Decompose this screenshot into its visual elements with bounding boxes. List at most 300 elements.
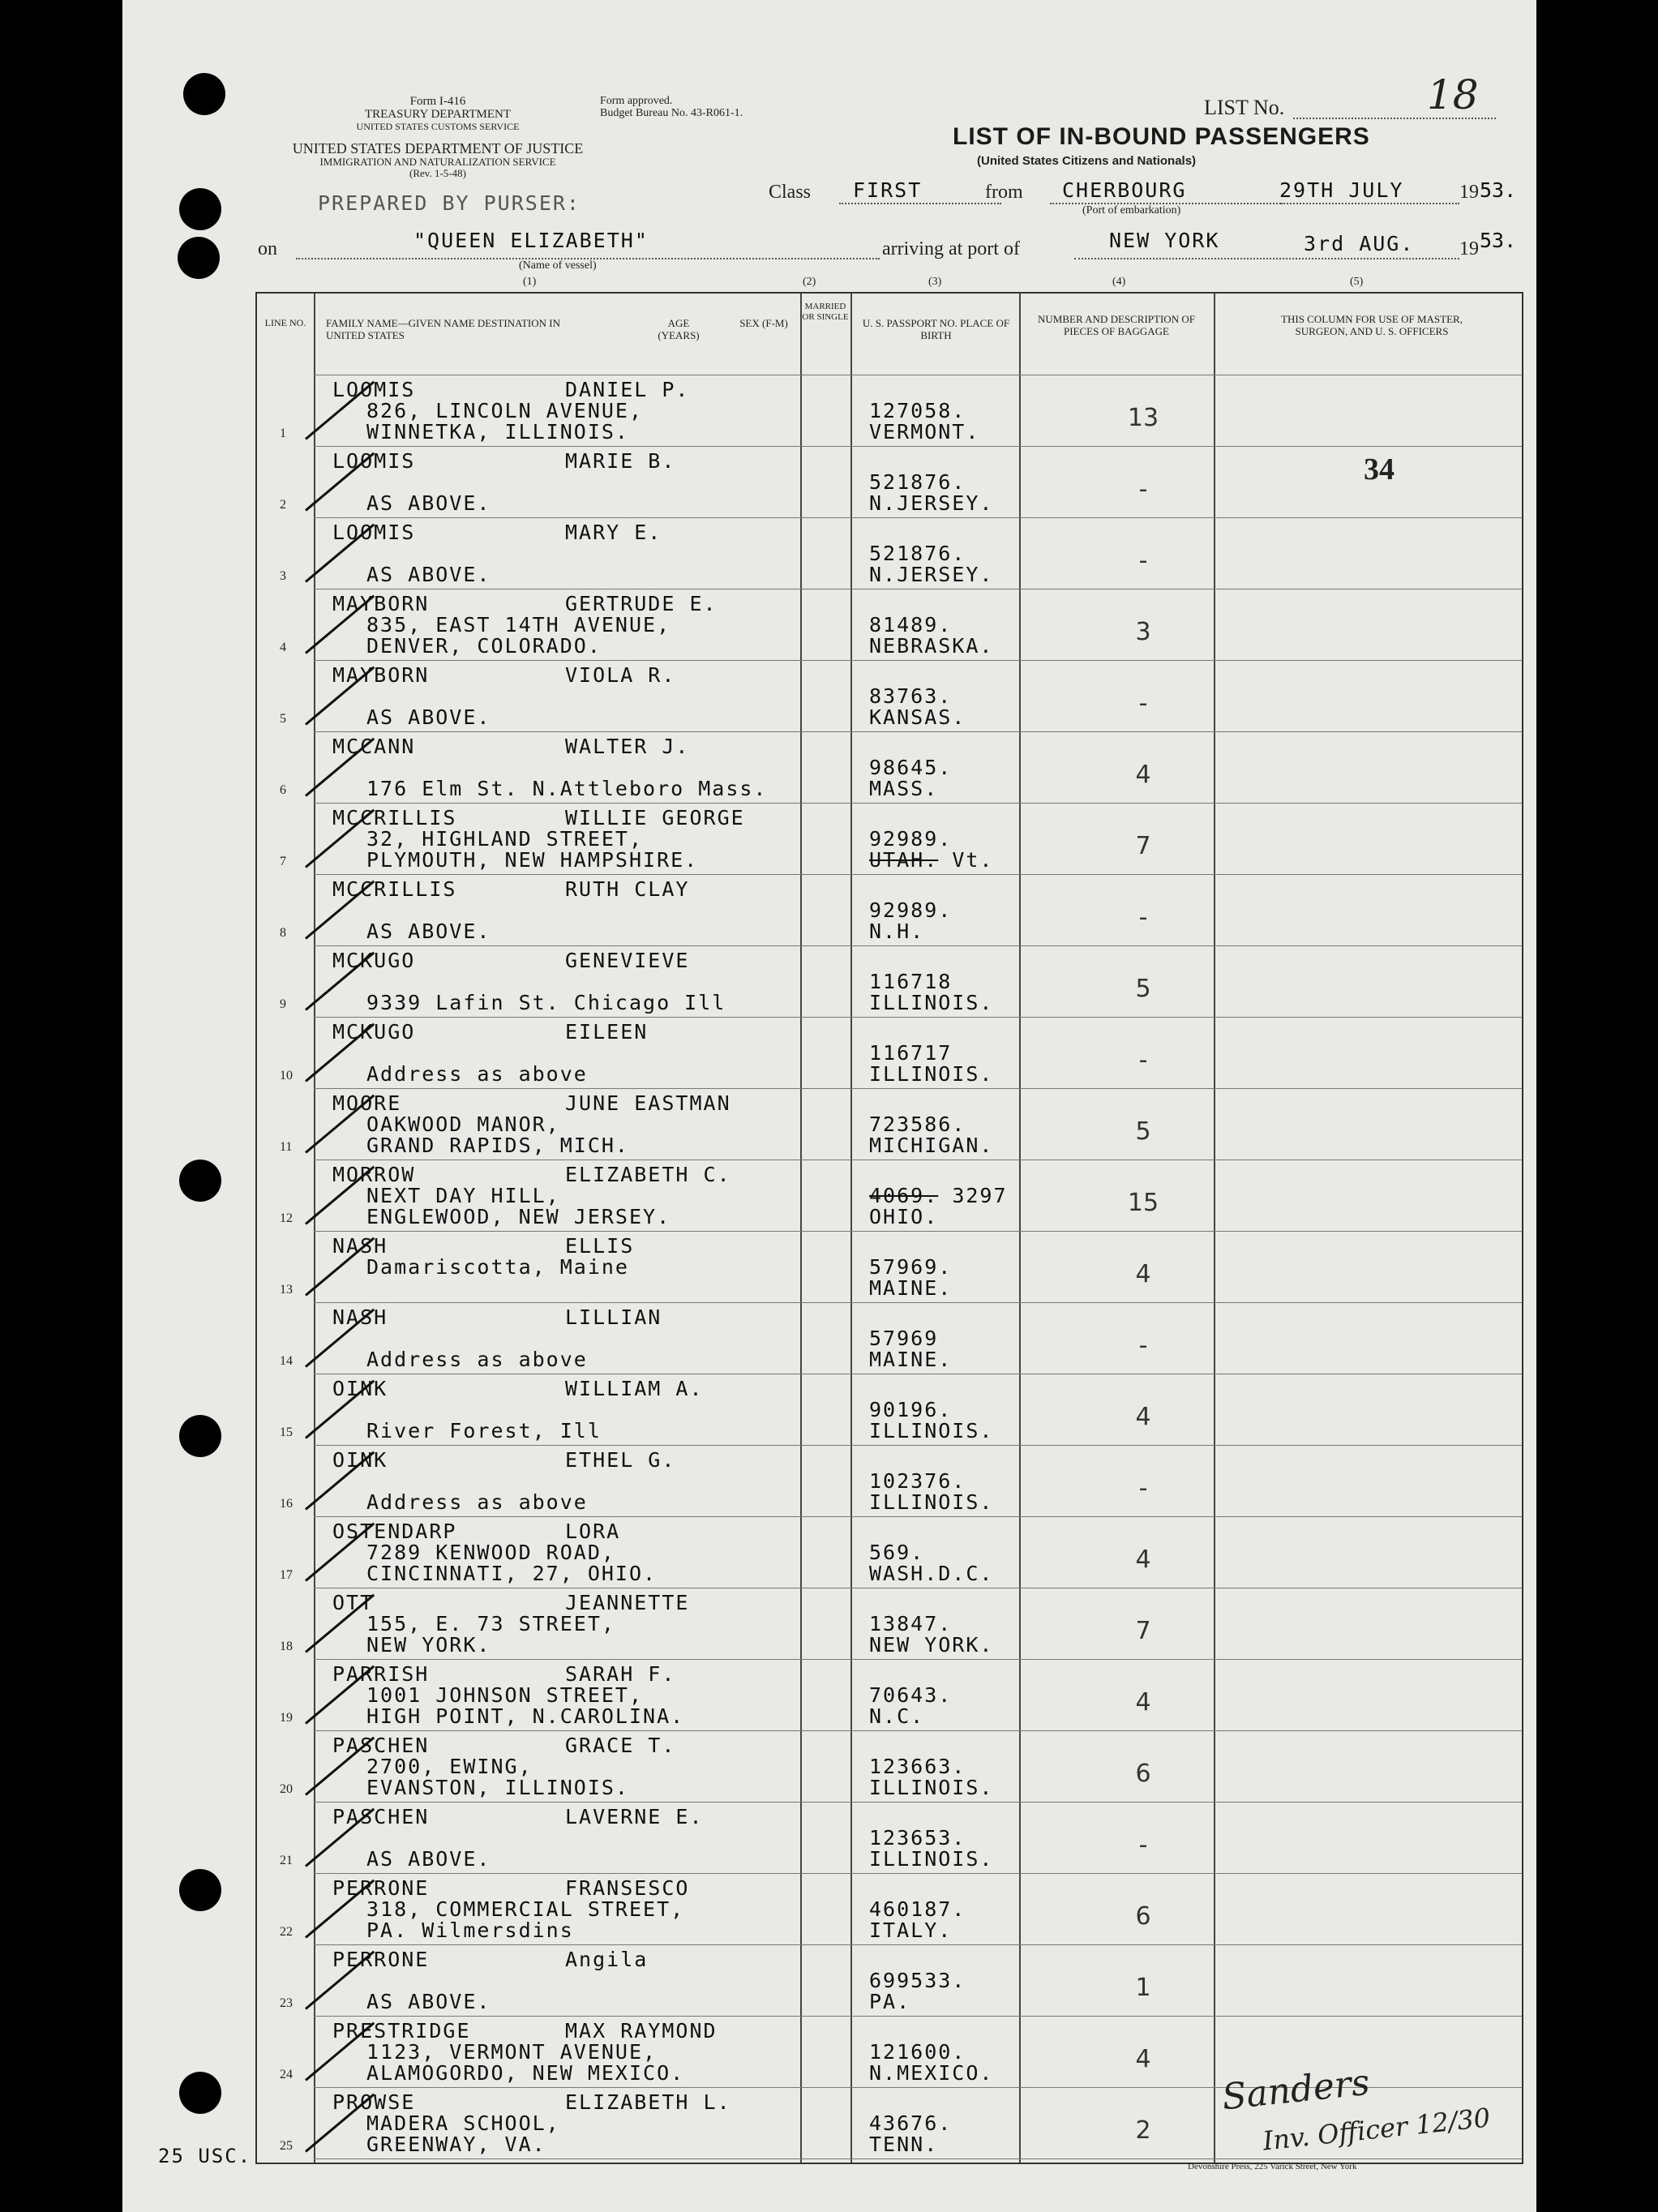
address-line-1: 32, HIGHLAND STREET,: [366, 827, 644, 851]
ins-service: IMMIGRATION AND NATURALIZATION SERVICE: [319, 155, 556, 168]
given-name: RUTH CLAY: [565, 877, 690, 901]
baggage-count: 6: [1135, 1902, 1151, 1931]
address-line-2: HIGH POINT, N.CAROLINA.: [366, 1704, 685, 1728]
passport-value: 521876.: [869, 470, 966, 494]
family-name: NASH: [332, 1305, 388, 1329]
table-row: [257, 1374, 1522, 1445]
passport-value: 57969: [869, 1327, 939, 1350]
address-line-2: Address as above: [366, 1062, 588, 1086]
column-number-2: (2): [803, 276, 816, 288]
baggage-count: 7: [1135, 832, 1151, 860]
line-number: 1: [280, 427, 286, 440]
baggage-count: 4: [1135, 1260, 1151, 1288]
col-married-header: MARRIED OR SINGLE: [802, 302, 849, 322]
family-name: MOORE: [332, 1091, 402, 1115]
given-name: WALTER J.: [565, 735, 690, 758]
family-name: LOOMIS: [332, 449, 416, 473]
punch-hole: [179, 1160, 221, 1202]
arriving-label: arriving at port of: [882, 238, 1020, 259]
passport-value: 3297: [952, 1184, 1008, 1207]
place-of-birth: [869, 2133, 938, 2156]
passport-number: [869, 970, 952, 993]
address-line-1: 835, EAST 14TH AVENUE,: [366, 613, 671, 637]
passport-value: 90196.: [869, 1398, 953, 1421]
baggage-count: 4: [1135, 1545, 1151, 1574]
passport-value: 699533.: [869, 1969, 966, 1992]
table-row: [257, 1802, 1522, 1873]
approval-block: [600, 96, 795, 119]
address-line-1: 2700, EWING,: [366, 1755, 533, 1778]
birth-value: ILLINOIS.: [869, 1490, 994, 1514]
footer-code: 25 USC.: [158, 2145, 252, 2167]
baggage-count: 4: [1135, 1688, 1151, 1717]
passenger-table: [255, 292, 1523, 2164]
birth-value: ITALY.: [869, 1918, 953, 1942]
table-row: [257, 1231, 1522, 1302]
table-row: [257, 874, 1522, 945]
address-line-1: Damariscotta, Maine: [366, 1255, 629, 1279]
place-of-birth: [869, 1776, 993, 1799]
passport-number: [869, 542, 966, 565]
given-name: ETHEL G.: [565, 1448, 676, 1472]
passport-number: [869, 1683, 952, 1707]
passport-value: 92989.: [869, 898, 953, 922]
line-number: 14: [280, 1354, 293, 1368]
family-name: PASCHEN: [332, 1734, 430, 1757]
family-name: PROWSE: [332, 2090, 416, 2114]
baggage-count: 15: [1127, 1189, 1159, 1217]
table-row: [257, 1160, 1522, 1231]
birth-value: MASS.: [869, 777, 939, 800]
baggage-count: -: [1138, 903, 1148, 932]
column-number-1: (1): [523, 276, 537, 288]
line-number: 18: [280, 1640, 293, 1653]
family-name: OINK: [332, 1377, 388, 1400]
address-line-2: NEW YORK.: [366, 1633, 491, 1657]
revision: (Rev. 1-5-48): [409, 166, 466, 179]
table-row: [257, 1302, 1522, 1374]
given-name: MARY E.: [565, 521, 662, 544]
place-of-birth: [869, 1918, 952, 1942]
address-line-2: CINCINNATI, 27, OHIO.: [366, 1562, 658, 1585]
baggage-count: 5: [1135, 1117, 1151, 1146]
arrival-underline: [1074, 258, 1459, 259]
address-line-2: GRAND RAPIDS, MICH.: [366, 1134, 629, 1157]
passport-value: 123653.: [869, 1826, 966, 1850]
given-name: JUNE EASTMAN: [565, 1091, 731, 1115]
passport-number: [869, 2111, 952, 2135]
given-name: GERTRUDE E.: [565, 592, 718, 615]
given-name: GRACE T.: [565, 1734, 676, 1757]
address-line-1: 7289 KENWOOD ROAD,: [366, 1541, 615, 1564]
col-passport-header: U. S. PASSPORT NO. PLACE OF BIRTH: [862, 317, 1010, 341]
passport-number: [869, 756, 952, 779]
birth-value: ILLINOIS.: [869, 991, 994, 1014]
address-line-2: Address as above: [366, 1490, 588, 1514]
list-no-label: LIST No.: [1204, 96, 1285, 119]
table-row: [257, 446, 1522, 517]
line-number: 22: [280, 1925, 293, 1939]
list-number: 18: [1427, 71, 1479, 118]
line-number: 4: [280, 641, 286, 654]
place-of-birth: [869, 1847, 993, 1871]
address-line-2: ENGLEWOOD, NEW JERSEY.: [366, 1205, 671, 1228]
family-name: PERRONE: [332, 1948, 430, 1971]
family-name: OINK: [332, 1448, 388, 1472]
birth-value: N.JERSEY.: [869, 491, 994, 515]
passport-number: [869, 1184, 1008, 1207]
passport-struck: 4069.: [869, 1184, 939, 1207]
family-name: MCCANN: [332, 735, 416, 758]
place-of-birth: [869, 1348, 952, 1371]
passport-number: [869, 470, 966, 494]
birth-value: OHIO.: [869, 1205, 939, 1228]
table-row: [257, 375, 1522, 446]
passport-number: [869, 1897, 966, 1921]
birth-value: MAINE.: [869, 1276, 953, 1300]
family-name: PRESTRIDGE: [332, 2019, 471, 2043]
birth-value: ILLINOIS.: [869, 1776, 994, 1799]
address-line-2: AS ABOVE.: [366, 1990, 491, 2013]
table-row: [257, 945, 1522, 1017]
address-line-1: 1001 JOHNSON STREET,: [366, 1683, 644, 1707]
birth-value: Vt.: [952, 848, 994, 872]
address-line-2: AS ABOVE.: [366, 705, 491, 729]
line-number: 25: [280, 2139, 293, 2153]
passport-number: [869, 898, 952, 922]
passport-value: 57969.: [869, 1255, 953, 1279]
row-divider: [314, 2158, 1522, 2159]
place-of-birth: [869, 1704, 924, 1728]
line-number: 7: [280, 855, 286, 868]
place-of-birth: [869, 920, 924, 943]
passport-value: 121600.: [869, 2040, 966, 2064]
class-underline: [839, 203, 1001, 204]
justice-block: [251, 141, 624, 178]
passport-number: [869, 1826, 966, 1850]
family-name: PARRISH: [332, 1662, 430, 1686]
line-number: 5: [280, 712, 286, 726]
place-of-birth: [869, 634, 993, 658]
punch-hole: [178, 237, 220, 279]
address-line-2: AS ABOVE.: [366, 563, 491, 586]
col-officers-header: THIS COLUMN FOR USE OF MASTER, SURGEON, AND U. S. OFFICERS: [1281, 313, 1463, 337]
family-name: MAYBORN: [332, 663, 430, 687]
baggage-count: -: [1138, 1046, 1148, 1074]
address-line-2: Address as above: [366, 1348, 588, 1371]
punch-hole: [179, 1869, 221, 1911]
given-name: ELIZABETH L.: [565, 2090, 731, 2114]
passport-number: [869, 1255, 952, 1279]
baggage-count: 3: [1135, 618, 1151, 646]
passport-value: 70643.: [869, 1683, 953, 1707]
form-number: Form I-416: [409, 95, 466, 108]
passport-value: 116718: [869, 970, 953, 993]
table-row: [257, 1516, 1522, 1588]
place-of-birth: [869, 1990, 910, 2013]
table-row: [257, 731, 1522, 803]
port-embarkation-label: (Port of embarkation): [1082, 204, 1181, 216]
punch-hole: [183, 73, 225, 115]
col-line-header: LINE NO.: [264, 317, 306, 328]
passport-value: 521876.: [869, 542, 966, 565]
justice-dept: UNITED STATES DEPARTMENT OF JUSTICE: [292, 140, 584, 156]
given-name: SARAH F.: [565, 1662, 676, 1686]
document-title: LIST OF IN-BOUND PASSENGERS: [953, 123, 1370, 150]
given-name: ELLIS: [565, 1234, 635, 1258]
punch-hole: [179, 1415, 221, 1457]
baggage-count: 2: [1135, 2116, 1151, 2145]
place-of-birth: [869, 420, 979, 444]
family-name: PERRONE: [332, 1876, 430, 1900]
baggage-count: -: [1138, 475, 1148, 504]
address-line-1: NEXT DAY HILL,: [366, 1184, 560, 1207]
family-name: PASCHEN: [332, 1805, 430, 1828]
passport-value: 13847.: [869, 1612, 953, 1635]
table-row: [257, 1730, 1522, 1802]
column-number-3: (3): [928, 276, 942, 288]
given-name: GENEVIEVE: [565, 949, 690, 972]
printer-imprint: Devonshire Press, 225 Varick Street, New York: [1188, 2162, 1357, 2171]
birth-struck: UTAH.: [869, 848, 939, 872]
passport-value: 92989.: [869, 827, 953, 851]
table-row: [257, 1873, 1522, 1944]
line-number: 15: [280, 1425, 293, 1439]
passport-number: [869, 613, 952, 637]
arrival-year: 53.: [1480, 229, 1517, 252]
birth-value: WASH.D.C.: [869, 1562, 994, 1585]
family-name: NASH: [332, 1234, 388, 1258]
baggage-count: 13: [1127, 404, 1159, 432]
passport-value: 116717: [869, 1041, 953, 1065]
place-of-birth: [869, 1276, 952, 1300]
given-name: LAVERNE E.: [565, 1805, 704, 1828]
line-number: 19: [280, 1711, 293, 1725]
table-row: [257, 517, 1522, 589]
passport-number: [869, 827, 952, 851]
passport-number: [869, 1755, 966, 1778]
place-of-birth: [869, 777, 938, 800]
arrival-year-prefix: 19: [1459, 238, 1479, 259]
birth-value: NEW YORK.: [869, 1633, 994, 1657]
form-header-block: [308, 96, 568, 131]
given-name: ELIZABETH C.: [565, 1163, 731, 1186]
birth-value: N.H.: [869, 920, 925, 943]
address-line-1: 1123, VERMONT AVENUE,: [366, 2040, 658, 2064]
passport-value: 81489.: [869, 613, 953, 637]
given-name: MAX RAYMOND: [565, 2019, 718, 2043]
line-number: 21: [280, 1854, 293, 1867]
address-line-1: MADERA SCHOOL,: [366, 2111, 560, 2135]
birth-value: VERMONT.: [869, 420, 980, 444]
passport-number: [869, 1469, 966, 1493]
passport-number: [869, 2040, 966, 2064]
line-number: 24: [280, 2068, 293, 2081]
passport-value: 569.: [869, 1541, 925, 1564]
given-name: WILLIAM A.: [565, 1377, 704, 1400]
table-row: [257, 1445, 1522, 1516]
date-underline: [1281, 203, 1459, 204]
address-line-2: WINNETKA, ILLINOIS.: [366, 420, 629, 444]
address-line-2: EVANSTON, ILLINOIS.: [366, 1776, 629, 1799]
prepared-by: PREPARED BY PURSER:: [318, 191, 581, 215]
birth-value: MAINE.: [869, 1348, 953, 1371]
passport-number: [869, 1541, 924, 1564]
place-of-birth: [869, 491, 993, 515]
column-number-5: (5): [1350, 276, 1364, 288]
col-name-header: FAMILY NAME—GIVEN NAME DESTINATION IN UNITED STATES: [326, 317, 561, 341]
passport-value: 460187.: [869, 1897, 966, 1921]
line-number: 3: [280, 569, 286, 583]
family-name: OSTENDARP: [332, 1520, 457, 1543]
passport-number: [869, 1969, 966, 1992]
passport-value: 102376.: [869, 1469, 966, 1493]
col-sex-header: SEX (F-M): [739, 317, 788, 329]
arrival-date: 3rd AUG.: [1304, 232, 1415, 255]
baggage-count: 6: [1135, 1760, 1151, 1788]
baggage-count: -: [1138, 1474, 1148, 1503]
vessel-name: "QUEEN ELIZABETH": [413, 229, 649, 252]
place-of-birth: [869, 1633, 993, 1657]
given-name: FRANSESCO: [565, 1876, 690, 1900]
passport-number: [869, 1041, 952, 1065]
baggage-count: 4: [1135, 1403, 1151, 1431]
family-name: MCCRILLIS: [332, 877, 457, 901]
address-line-2: AS ABOVE.: [366, 1847, 491, 1871]
officer-signature: Sanders: [1219, 2061, 1372, 2119]
line-number: 9: [280, 997, 286, 1011]
birth-value: ILLINOIS.: [869, 1419, 994, 1443]
table-row: [257, 589, 1522, 660]
table-row: [257, 1659, 1522, 1730]
baggage-count: -: [1138, 689, 1148, 718]
passport-number: [869, 684, 952, 708]
birth-value: N.JERSEY.: [869, 563, 994, 586]
family-name: LOOMIS: [332, 378, 416, 401]
table-row: [257, 1017, 1522, 1088]
departure-year: 53.: [1480, 178, 1517, 202]
baggage-count: 1: [1135, 1974, 1151, 2002]
vessel-label: (Name of vessel): [519, 259, 597, 272]
baggage-count: 7: [1135, 1617, 1151, 1645]
punch-hole: [179, 2072, 221, 2114]
given-name: JEANNETTE: [565, 1591, 690, 1614]
birth-value: MICHIGAN.: [869, 1134, 994, 1157]
birth-value: ILLINOIS.: [869, 1062, 994, 1086]
family-name: LOOMIS: [332, 521, 416, 544]
column-number-4: (4): [1112, 276, 1126, 288]
table-row: [257, 1088, 1522, 1160]
family-name: OTT: [332, 1591, 375, 1614]
address-line-2: DENVER, COLORADO.: [366, 634, 602, 658]
address-line-1: OAKWOOD MANOR,: [366, 1112, 560, 1136]
passport-value: 83763.: [869, 684, 953, 708]
budget-bureau: Budget Bureau No. 43-R061-1.: [600, 106, 743, 119]
address-line-1: 155, E. 73 STREET,: [366, 1612, 615, 1635]
address-line-2: River Forest, Ill: [366, 1419, 602, 1443]
col-age-header: AGE (YEARS): [658, 317, 700, 341]
family-name: MCCRILLIS: [332, 806, 457, 830]
table-row: [257, 1944, 1522, 2016]
baggage-count: 5: [1135, 975, 1151, 1003]
table-row: [257, 660, 1522, 731]
baggage-count: 4: [1135, 761, 1151, 789]
birth-value: TENN.: [869, 2133, 939, 2156]
arrival-port: NEW YORK: [1109, 229, 1220, 252]
passport-number: [869, 399, 966, 422]
passport-value: 123663.: [869, 1755, 966, 1778]
line-number: 23: [280, 1996, 293, 2010]
passport-value: 43676.: [869, 2111, 953, 2135]
from-label: from: [985, 182, 1023, 203]
place-of-birth: [869, 1062, 993, 1086]
baggage-count: -: [1138, 1831, 1148, 1859]
family-name: MORROW: [332, 1163, 416, 1186]
punch-hole: [179, 188, 221, 230]
address-line-1: 826, LINCOLN AVENUE,: [366, 399, 644, 422]
birth-value: N.MEXICO.: [869, 2061, 994, 2085]
class-value: FIRST: [853, 178, 923, 202]
line-number: 11: [280, 1140, 293, 1154]
birth-value: NEBRASKA.: [869, 634, 994, 658]
table-row: [257, 1588, 1522, 1659]
given-name: LORA: [565, 1520, 621, 1543]
class-label: Class: [769, 182, 812, 203]
birth-value: PA.: [869, 1990, 911, 2013]
line-number: 6: [280, 783, 286, 797]
line-number: 20: [280, 1782, 293, 1796]
baggage-count: -: [1138, 1331, 1148, 1360]
address-line-2: ALAMOGORDO, NEW MEXICO.: [366, 2061, 685, 2085]
table-row: [257, 803, 1522, 874]
line-number: 17: [280, 1568, 293, 1582]
place-of-birth: [869, 848, 993, 872]
baggage-count: -: [1138, 547, 1148, 575]
birth-value: ILLINOIS.: [869, 1847, 994, 1871]
given-name: Angila: [565, 1948, 649, 1971]
passport-value: 127058.: [869, 399, 966, 422]
family-name: MAYBORN: [332, 592, 430, 615]
birth-value: KANSAS.: [869, 705, 966, 729]
departure-date: 29TH JULY: [1279, 178, 1404, 202]
given-name: DANIEL P.: [565, 378, 690, 401]
place-of-birth: [869, 991, 993, 1014]
passport-number: [869, 1612, 952, 1635]
place-of-birth: [869, 705, 966, 729]
place-of-birth: [869, 1419, 993, 1443]
given-name: MARIE B.: [565, 449, 676, 473]
embarkation-port: CHERBOURG: [1062, 178, 1187, 202]
baggage-count: 4: [1135, 2045, 1151, 2073]
place-of-birth: [869, 1205, 938, 1228]
passport-value: 723586.: [869, 1112, 966, 1136]
place-of-birth: [869, 2061, 993, 2085]
on-label: on: [258, 238, 277, 259]
line-number: 12: [280, 1211, 293, 1225]
place-of-birth: [869, 1562, 993, 1585]
address-line-2: GREENWAY, VA.: [366, 2133, 546, 2156]
address-line-1: 318, COMMERCIAL STREET,: [366, 1897, 685, 1921]
passport-number: [869, 1398, 952, 1421]
line-number: 10: [280, 1069, 293, 1082]
address-line-2: 9339 Lafin St. Chicago Ill: [366, 991, 726, 1014]
place-of-birth: [869, 1134, 993, 1157]
place-of-birth: [869, 563, 993, 586]
form-approved: Form approved.: [600, 95, 673, 107]
address-line-2: PLYMOUTH, NEW HAMPSHIRE.: [366, 848, 699, 872]
birth-value: N.C.: [869, 1704, 925, 1728]
passport-value: 98645.: [869, 756, 953, 779]
